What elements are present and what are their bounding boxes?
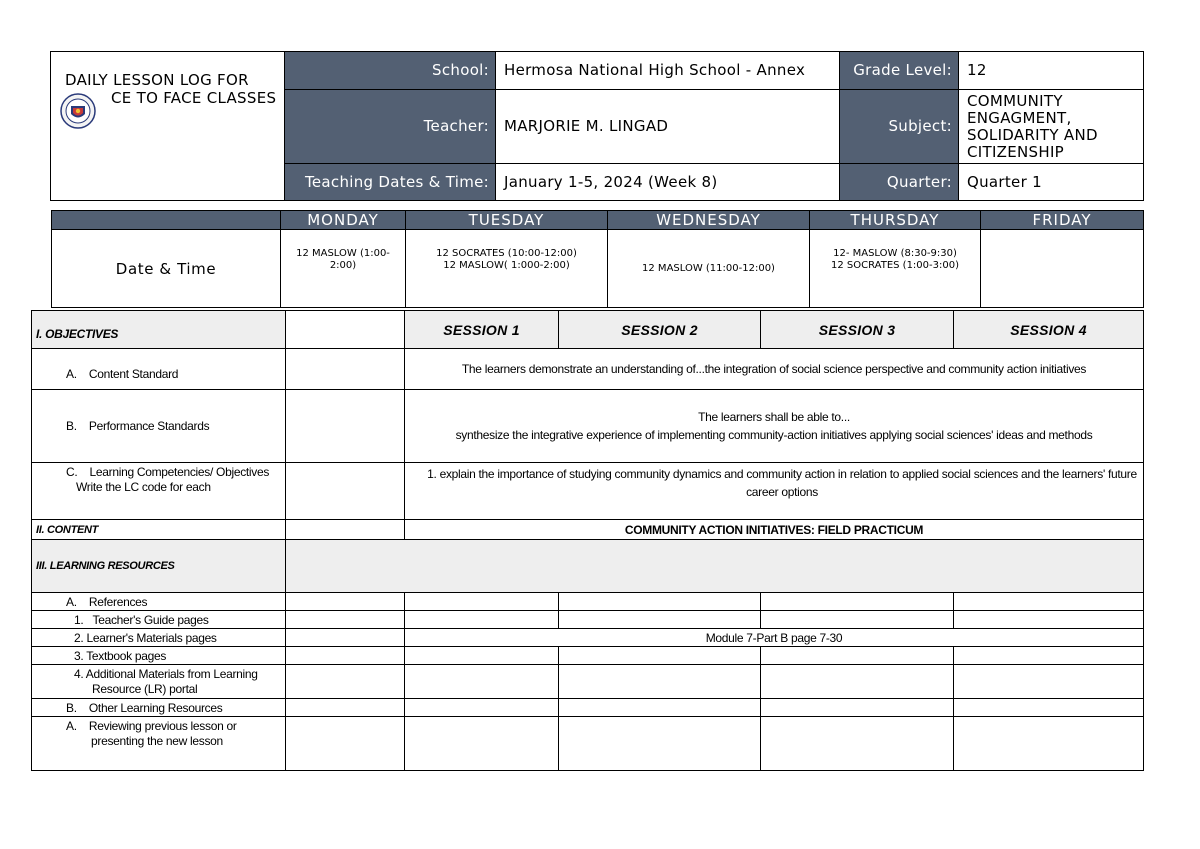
additional-label-line: Resource (LR) portal <box>92 681 198 696</box>
schedule-wednesday <box>608 230 810 308</box>
reviewing-label-line: A. Reviewing previous lesson or <box>66 719 237 733</box>
reviewing-lesson-label <box>32 717 286 771</box>
schedule-line: 12 MASLOW (11:00-12:00) <box>642 262 775 274</box>
schedule-monday <box>281 230 406 308</box>
schedule-line: 12 SOCRATES (10:00-12:00) <box>436 248 577 259</box>
content-standard-label: A. Content Standard <box>32 349 286 390</box>
teacher-label: Teacher: <box>285 90 496 164</box>
learning-resources-heading: III. LEARNING RESOURCES <box>32 540 286 593</box>
schedule-line: 12 SOCRATES (1:00-3:00) <box>831 260 959 271</box>
teaching-dates-label: Teaching Dates & Time: <box>285 164 496 201</box>
subject-label: Subject: <box>840 90 959 164</box>
quarter-value: Quarter 1 <box>959 164 1144 201</box>
schedule-line: 12 MASLOW (1:00- <box>296 248 390 259</box>
blank-cell <box>286 390 405 463</box>
content-heading: II. CONTENT <box>32 520 286 540</box>
date-time-label: Date & Time <box>52 230 281 308</box>
content-standard-text: The learners demonstrate an understanding of...the integration of social science perspective and community action initiatives <box>405 349 1144 390</box>
school-label: School: <box>285 52 496 90</box>
grade-level-label: Grade Level: <box>840 52 959 90</box>
performance-standards-text <box>405 390 1144 463</box>
schedule-tuesday <box>406 230 608 308</box>
day-header-thursday: THURSDAY <box>810 211 981 230</box>
blank-cell <box>286 311 405 349</box>
day-header-monday: MONDAY <box>281 211 406 230</box>
competencies-label-line: C. Learning Competencies/ Objectives <box>66 465 270 479</box>
day-header-wednesday: WEDNESDAY <box>608 211 810 230</box>
teachers-guide-label: 1. Teacher's Guide pages <box>32 611 286 629</box>
day-header-blank <box>52 211 281 230</box>
teacher-value: MARJORIE M. LINGAD <box>496 90 840 164</box>
additional-label-line: 4. Additional Materials from Learning <box>74 666 258 681</box>
weekly-schedule <box>51 210 1144 308</box>
learners-materials-label: 2. Learner's Materials pages <box>32 629 286 647</box>
performance-standards-label: B. Performance Standards <box>32 390 286 463</box>
other-resources-label: B. Other Learning Resources <box>32 699 286 717</box>
schedule-friday <box>981 230 1144 308</box>
blank-cell <box>286 463 405 520</box>
title-cell <box>51 52 285 201</box>
school-value: Hermosa National High School - Annex <box>496 52 840 90</box>
quarter-label: Quarter: <box>840 164 959 201</box>
session-2-header: SESSION 2 <box>559 311 761 349</box>
learning-competencies-text: 1. explain the importance of studying community dynamics and community action in relation to applied social sciences and the learners' future career options <box>405 463 1144 520</box>
title-line-1: DAILY LESSON LOG FOR <box>65 71 249 89</box>
schedule-thursday <box>810 230 981 308</box>
performance-line: The learners shall be able to... <box>698 410 850 424</box>
learning-competencies-label <box>32 463 286 520</box>
schedule-line: 12 MASLOW( 1:000-2:00) <box>443 260 570 271</box>
session-4-header: SESSION 4 <box>954 311 1144 349</box>
additional-materials-label <box>32 665 286 699</box>
session-3-header: SESSION 3 <box>761 311 954 349</box>
performance-line: synthesize the integrative experience of implementing community-action initiatives applying social sciences' ideas and methods <box>455 428 1093 442</box>
lesson-log-header <box>50 51 1144 201</box>
objectives-heading: I. OBJECTIVES <box>32 311 286 349</box>
reviewing-label-line: presenting the new lesson <box>91 734 223 748</box>
learners-materials-value: Module 7-Part B page 7-30 <box>405 629 1144 647</box>
textbook-label: 3. Textbook pages <box>32 647 286 665</box>
day-header-friday: FRIDAY <box>981 211 1144 230</box>
subject-value: COMMUNITY ENGAGMENT, SOLIDARITY AND CITIZENSHIP <box>959 90 1144 164</box>
lesson-plan-table <box>31 310 1144 771</box>
deped-seal-icon <box>59 92 97 130</box>
teaching-dates-value: January 1-5, 2024 (Week 8) <box>496 164 840 201</box>
session-1-header: SESSION 1 <box>405 311 559 349</box>
grade-level-value: 12 <box>959 52 1144 90</box>
references-label: A. References <box>32 593 286 611</box>
competencies-label-line: Write the LC code for each <box>76 480 211 494</box>
schedule-line: 2:00) <box>329 260 357 271</box>
title-line-2: CE TO FACE CLASSES <box>111 89 277 107</box>
day-header-tuesday: TUESDAY <box>406 211 608 230</box>
blank-cell <box>286 520 405 540</box>
blank-cell <box>286 349 405 390</box>
content-text: COMMUNITY ACTION INITIATIVES: FIELD PRACTICUM <box>405 520 1144 540</box>
learning-resources-blank <box>286 540 1144 593</box>
schedule-line: 12- MASLOW (8:30-9:30) <box>833 248 957 259</box>
